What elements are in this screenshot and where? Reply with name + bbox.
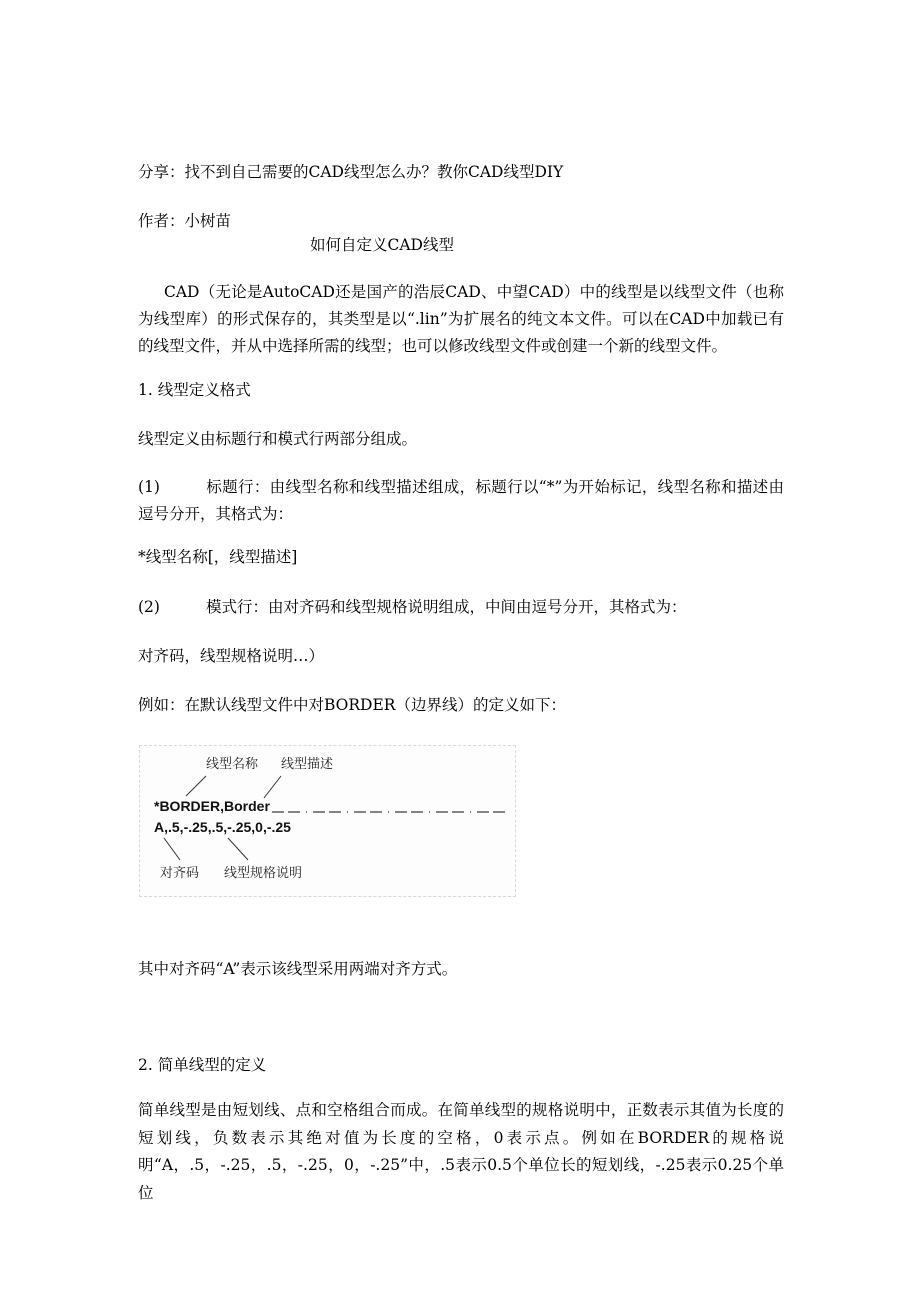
label-linetype-name: 线型名称: [206, 757, 259, 772]
section2-paragraph: 简单线型是由短划线、点和空格组合而成。在简单线型的规格说明中，正数表示其值为长度的短划线，负数表示其绝对值为长度的空格，0表示点。例如在BORDER的规格说明“A，.5，-.25，.5，-.25，0，-.25”中，.5表示0.5个单位长的短划线，-.25表示0.25个单位: [138, 1101, 784, 1202]
list-item-2: [138, 597, 687, 617]
header-format: *线型名称[，线型描述]: [138, 548, 298, 566]
list-item-2-number: (2): [138, 598, 160, 616]
code-line-1: *BORDER,Border: [154, 798, 270, 814]
code-line-2: A,.5,-.25,.5,-.25,0,-.25: [154, 819, 291, 835]
section1-heading: 1. 线型定义格式: [138, 381, 251, 399]
linetype-diagram: [139, 745, 516, 897]
leader-alignment: [164, 838, 180, 860]
list-item-2-text: 模式行：由对齐码和线型规格说明组成，中间由逗号分开，其格式为：: [206, 598, 687, 616]
share-line: 分享：找不到自己需要的CAD线型怎么办？教你CAD线型DIY: [138, 163, 564, 181]
section2-heading: 2. 简单线型的定义: [138, 1056, 267, 1074]
example-intro: 例如：在默认线型文件中对BORDER（边界线）的定义如下：: [138, 696, 566, 714]
label-alignment: 对齐码: [160, 866, 200, 881]
section1-intro: 线型定义由标题行和模式行两部分组成。: [138, 430, 418, 448]
leader-desc: [264, 776, 281, 798]
leader-name: [186, 776, 206, 796]
intro-paragraph: CAD（无论是AutoCAD还是国产的浩辰CAD、中望CAD）中的线型是以线型文件（也称为线型库）的形式保存的，其类型是以“.lin”为扩展名的纯文本文件。可以在CAD中加载已有的线型文件，并从中选择所需的线型；也可以修改线型文件或创建一个新的线型文件。: [138, 283, 784, 355]
linetype-diagram-svg: [140, 746, 517, 898]
author-line: 作者：小树苗: [138, 212, 232, 230]
list-item-1-text: 标题行：由线型名称和线型描述组成，标题行以“*”为开始标记，线型名称和描述由逗号分开，其格式为：: [138, 478, 784, 523]
label-linetype-desc: 线型描述: [281, 757, 334, 772]
document-title: 如何自定义CAD线型: [310, 236, 454, 254]
list-item-1-number: (1): [138, 478, 160, 496]
leader-spec: [228, 838, 248, 860]
pattern-format: 对齐码，线型规格说明…）: [138, 647, 325, 665]
list-item-1: [138, 474, 784, 528]
label-spec: 线型规格说明: [224, 866, 303, 881]
alignment-note: 其中对齐码“A”表示该线型采用两端对齐方式。: [138, 960, 458, 978]
